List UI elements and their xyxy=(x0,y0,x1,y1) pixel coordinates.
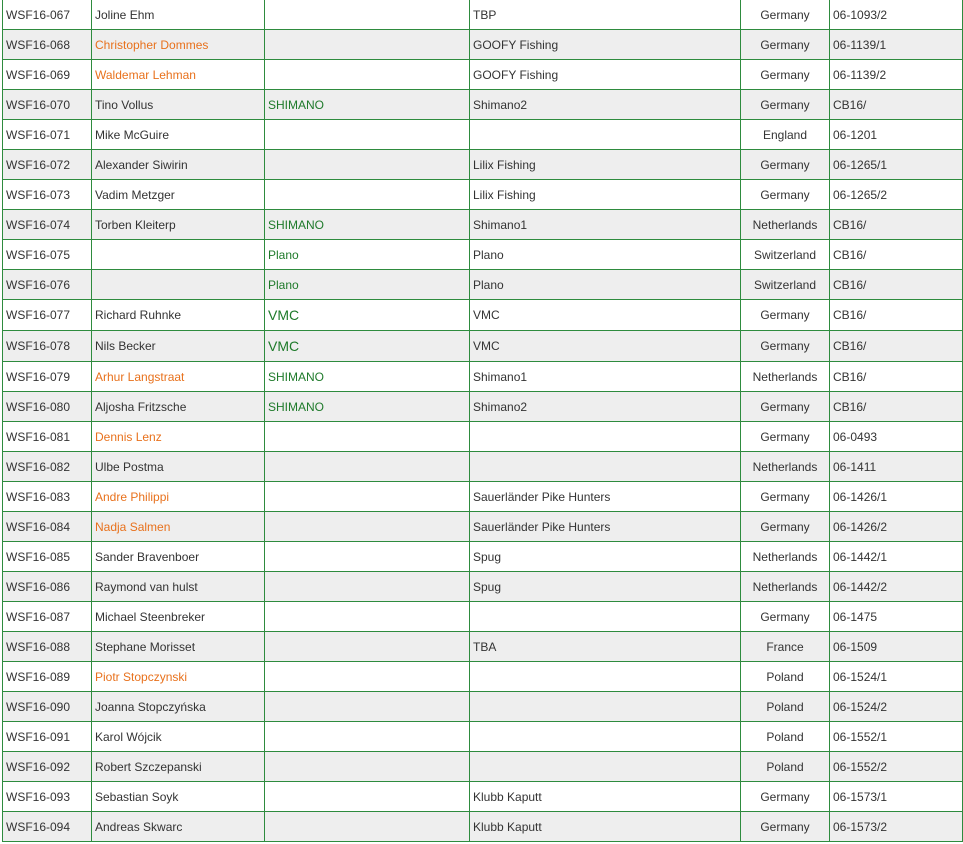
cell-team xyxy=(470,422,741,452)
cell-country: Poland xyxy=(741,662,830,692)
cell-team: VMC xyxy=(470,300,741,331)
table-row xyxy=(3,452,963,482)
cell-team: GOOFY Fishing xyxy=(470,60,741,90)
cell-entry-id: WSF16-082 xyxy=(3,452,92,482)
cell-country: Germany xyxy=(741,602,830,632)
cell-country: Germany xyxy=(741,0,830,30)
cell-sponsor xyxy=(265,240,470,270)
cell-code: 06-1573/2 xyxy=(830,812,963,842)
cell-country: Poland xyxy=(741,752,830,782)
cell-team xyxy=(470,602,741,632)
cell-participant-name: Mike McGuire xyxy=(92,120,265,150)
cell-code: 06-1426/1 xyxy=(830,482,963,512)
cell-team: VMC xyxy=(470,331,741,362)
cell-code: CB16/ xyxy=(830,392,963,422)
cell-country: Poland xyxy=(741,722,830,752)
cell-participant-name: Michael Steenbreker xyxy=(92,602,265,632)
cell-code: 06-1201 xyxy=(830,120,963,150)
cell-country: France xyxy=(741,632,830,662)
cell-sponsor xyxy=(265,331,470,362)
table-row xyxy=(3,210,963,240)
cell-participant-name: Joline Ehm xyxy=(92,0,265,30)
cell-country: Netherlands xyxy=(741,362,830,392)
table-row xyxy=(3,150,963,180)
cell-code: 06-1552/2 xyxy=(830,752,963,782)
cell-participant-name: Robert Szczepanski xyxy=(92,752,265,782)
cell-country: Germany xyxy=(741,512,830,542)
cell-entry-id: WSF16-094 xyxy=(3,812,92,842)
cell-sponsor xyxy=(265,362,470,392)
cell-entry-id: WSF16-091 xyxy=(3,722,92,752)
cell-sponsor xyxy=(265,90,470,120)
sponsor-link[interactable]: Plano xyxy=(268,247,299,262)
table-row xyxy=(3,482,963,512)
cell-country: Germany xyxy=(741,331,830,362)
table-row xyxy=(3,240,963,270)
cell-sponsor xyxy=(265,602,470,632)
cell-participant-name: Tino Vollus xyxy=(92,90,265,120)
cell-team xyxy=(470,120,741,150)
cell-country: Netherlands xyxy=(741,572,830,602)
cell-team: Klubb Kaputt xyxy=(470,782,741,812)
cell-code: CB16/ xyxy=(830,362,963,392)
cell-participant-name: Sander Bravenboer xyxy=(92,542,265,572)
table-row xyxy=(3,300,963,331)
cell-code: CB16/ xyxy=(830,210,963,240)
cell-participant-name: Joanna Stopczyńska xyxy=(92,692,265,722)
table-row xyxy=(3,60,963,90)
cell-entry-id: WSF16-076 xyxy=(3,270,92,300)
sponsor-link[interactable]: SHIMANO xyxy=(268,369,325,384)
cell-sponsor xyxy=(265,752,470,782)
cell-code: CB16/ xyxy=(830,270,963,300)
cell-participant-name xyxy=(92,240,265,270)
cell-team: Shimano2 xyxy=(470,392,741,422)
cell-sponsor xyxy=(265,210,470,240)
table-row xyxy=(3,392,963,422)
sponsor-link[interactable]: VMC xyxy=(268,338,300,354)
cell-team: Spug xyxy=(470,542,741,572)
cell-code: CB16/ xyxy=(830,331,963,362)
cell-entry-id: WSF16-087 xyxy=(3,602,92,632)
participant-name-link[interactable]: Andre Philippi xyxy=(95,489,170,504)
cell-code: 06-1552/1 xyxy=(830,722,963,752)
cell-entry-id: WSF16-080 xyxy=(3,392,92,422)
table-row xyxy=(3,90,963,120)
cell-entry-id: WSF16-081 xyxy=(3,422,92,452)
cell-code: 06-1265/1 xyxy=(830,150,963,180)
table-row xyxy=(3,662,963,692)
cell-sponsor xyxy=(265,812,470,842)
cell-team: TBA xyxy=(470,632,741,662)
cell-country: Poland xyxy=(741,692,830,722)
cell-entry-id: WSF16-092 xyxy=(3,752,92,782)
participant-table xyxy=(2,0,963,842)
cell-entry-id: WSF16-090 xyxy=(3,692,92,722)
cell-country: Germany xyxy=(741,812,830,842)
cell-participant-name: Vadim Metzger xyxy=(92,180,265,210)
cell-country: England xyxy=(741,120,830,150)
cell-entry-id: WSF16-093 xyxy=(3,782,92,812)
sponsor-link[interactable]: SHIMANO xyxy=(268,399,325,414)
cell-team: TBP xyxy=(470,0,741,30)
cell-code: 06-0493 xyxy=(830,422,963,452)
cell-code: 06-1524/1 xyxy=(830,662,963,692)
cell-sponsor xyxy=(265,150,470,180)
cell-sponsor xyxy=(265,392,470,422)
cell-code: 06-1139/1 xyxy=(830,30,963,60)
cell-country: Germany xyxy=(741,482,830,512)
cell-entry-id: WSF16-070 xyxy=(3,90,92,120)
cell-team: Plano xyxy=(470,240,741,270)
cell-team xyxy=(470,692,741,722)
cell-sponsor xyxy=(265,270,470,300)
cell-team xyxy=(470,662,741,692)
cell-country: Switzerland xyxy=(741,240,830,270)
cell-team: Shimano1 xyxy=(470,362,741,392)
cell-entry-id: WSF16-088 xyxy=(3,632,92,662)
table-row xyxy=(3,692,963,722)
sponsor-link[interactable]: Plano xyxy=(268,277,299,292)
cell-participant-name xyxy=(92,60,265,90)
cell-team: Shimano2 xyxy=(470,90,741,120)
cell-code: 06-1442/2 xyxy=(830,572,963,602)
cell-team: Sauerländer Pike Hunters xyxy=(470,512,741,542)
sponsor-link[interactable]: SHIMANO xyxy=(268,97,325,112)
cell-country: Netherlands xyxy=(741,452,830,482)
table-row xyxy=(3,572,963,602)
cell-team xyxy=(470,722,741,752)
table-row xyxy=(3,782,963,812)
table-row xyxy=(3,120,963,150)
cell-participant-name: Richard Ruhnke xyxy=(92,300,265,331)
cell-sponsor xyxy=(265,120,470,150)
cell-country: Germany xyxy=(741,90,830,120)
cell-participant-name: Raymond van hulst xyxy=(92,572,265,602)
cell-sponsor xyxy=(265,542,470,572)
cell-entry-id: WSF16-074 xyxy=(3,210,92,240)
cell-code: 06-1139/2 xyxy=(830,60,963,90)
cell-team: Plano xyxy=(470,270,741,300)
cell-code: 06-1509 xyxy=(830,632,963,662)
cell-country: Germany xyxy=(741,30,830,60)
cell-sponsor xyxy=(265,452,470,482)
cell-country: Switzerland xyxy=(741,270,830,300)
sponsor-link[interactable]: SHIMANO xyxy=(268,217,325,232)
table-row xyxy=(3,270,963,300)
cell-code: 06-1265/2 xyxy=(830,180,963,210)
cell-entry-id: WSF16-078 xyxy=(3,331,92,362)
cell-sponsor xyxy=(265,512,470,542)
cell-code: 06-1475 xyxy=(830,602,963,632)
cell-country: Netherlands xyxy=(741,542,830,572)
table-row xyxy=(3,752,963,782)
cell-participant-name xyxy=(92,512,265,542)
cell-entry-id: WSF16-075 xyxy=(3,240,92,270)
participant-name-link[interactable]: Piotr Stopczynski xyxy=(95,669,188,684)
cell-entry-id: WSF16-072 xyxy=(3,150,92,180)
cell-sponsor xyxy=(265,30,470,60)
cell-sponsor xyxy=(265,0,470,30)
cell-country: Germany xyxy=(741,300,830,331)
table-row xyxy=(3,422,963,452)
cell-team xyxy=(470,452,741,482)
cell-participant-name: Nils Becker xyxy=(92,331,265,362)
table-row xyxy=(3,0,963,30)
cell-participant-name xyxy=(92,662,265,692)
table-row xyxy=(3,722,963,752)
table-row xyxy=(3,542,963,572)
cell-participant-name xyxy=(92,362,265,392)
cell-code: 06-1442/1 xyxy=(830,542,963,572)
participant-name-link[interactable]: Dennis Lenz xyxy=(95,429,162,444)
table-row xyxy=(3,602,963,632)
participant-name-link[interactable]: Nadja Salmen xyxy=(95,519,171,534)
cell-participant-name: Karol Wójcik xyxy=(92,722,265,752)
cell-country: Germany xyxy=(741,392,830,422)
cell-participant-name: Andreas Skwarc xyxy=(92,812,265,842)
cell-sponsor xyxy=(265,632,470,662)
cell-code: 06-1411 xyxy=(830,452,963,482)
cell-participant-name xyxy=(92,482,265,512)
table-row xyxy=(3,331,963,362)
cell-code: 06-1093/2 xyxy=(830,0,963,30)
cell-country: Germany xyxy=(741,422,830,452)
cell-code: 06-1426/2 xyxy=(830,512,963,542)
cell-entry-id: WSF16-071 xyxy=(3,120,92,150)
cell-entry-id: WSF16-085 xyxy=(3,542,92,572)
cell-country: Germany xyxy=(741,150,830,180)
cell-team: Spug xyxy=(470,572,741,602)
cell-sponsor xyxy=(265,692,470,722)
cell-code: CB16/ xyxy=(830,90,963,120)
cell-participant-name: Aljosha Fritzsche xyxy=(92,392,265,422)
cell-entry-id: WSF16-079 xyxy=(3,362,92,392)
cell-team: GOOFY Fishing xyxy=(470,30,741,60)
cell-country: Germany xyxy=(741,782,830,812)
cell-code: 06-1524/2 xyxy=(830,692,963,722)
table-row xyxy=(3,632,963,662)
cell-country: Germany xyxy=(741,60,830,90)
cell-entry-id: WSF16-086 xyxy=(3,572,92,602)
cell-team: Shimano1 xyxy=(470,210,741,240)
cell-entry-id: WSF16-073 xyxy=(3,180,92,210)
cell-participant-name: Ulbe Postma xyxy=(92,452,265,482)
cell-team: Klubb Kaputt xyxy=(470,812,741,842)
cell-entry-id: WSF16-083 xyxy=(3,482,92,512)
cell-participant-name: Torben Kleiterp xyxy=(92,210,265,240)
cell-code: CB16/ xyxy=(830,300,963,331)
cell-participant-name: Alexander Siwirin xyxy=(92,150,265,180)
cell-participant-name xyxy=(92,422,265,452)
table-row xyxy=(3,30,963,60)
cell-sponsor xyxy=(265,60,470,90)
cell-team: Lilix Fishing xyxy=(470,150,741,180)
cell-code: CB16/ xyxy=(830,240,963,270)
cell-participant-name: Sebastian Soyk xyxy=(92,782,265,812)
cell-sponsor xyxy=(265,722,470,752)
cell-participant-name xyxy=(92,30,265,60)
participant-name-link[interactable]: Arhur Langstraat xyxy=(95,369,185,384)
table-row xyxy=(3,180,963,210)
sponsor-link[interactable]: VMC xyxy=(268,307,300,323)
cell-participant-name: Stephane Morisset xyxy=(92,632,265,662)
cell-participant-name xyxy=(92,270,265,300)
cell-entry-id: WSF16-069 xyxy=(3,60,92,90)
cell-country: Germany xyxy=(741,180,830,210)
cell-team xyxy=(470,752,741,782)
cell-sponsor xyxy=(265,482,470,512)
cell-sponsor xyxy=(265,300,470,331)
table-row xyxy=(3,812,963,842)
cell-sponsor xyxy=(265,662,470,692)
participant-name-link[interactable]: Waldemar Lehman xyxy=(95,67,196,82)
participant-name-link[interactable]: Christopher Dommes xyxy=(95,37,209,52)
cell-team: Lilix Fishing xyxy=(470,180,741,210)
cell-country: Netherlands xyxy=(741,210,830,240)
cell-code: 06-1573/1 xyxy=(830,782,963,812)
cell-entry-id: WSF16-089 xyxy=(3,662,92,692)
cell-sponsor xyxy=(265,572,470,602)
cell-entry-id: WSF16-077 xyxy=(3,300,92,331)
cell-sponsor xyxy=(265,422,470,452)
table-row xyxy=(3,512,963,542)
table-row xyxy=(3,362,963,392)
cell-entry-id: WSF16-084 xyxy=(3,512,92,542)
cell-team: Sauerländer Pike Hunters xyxy=(470,482,741,512)
participant-table-body xyxy=(3,0,963,842)
cell-entry-id: WSF16-067 xyxy=(3,0,92,30)
cell-sponsor xyxy=(265,180,470,210)
cell-entry-id: WSF16-068 xyxy=(3,30,92,60)
cell-sponsor xyxy=(265,782,470,812)
